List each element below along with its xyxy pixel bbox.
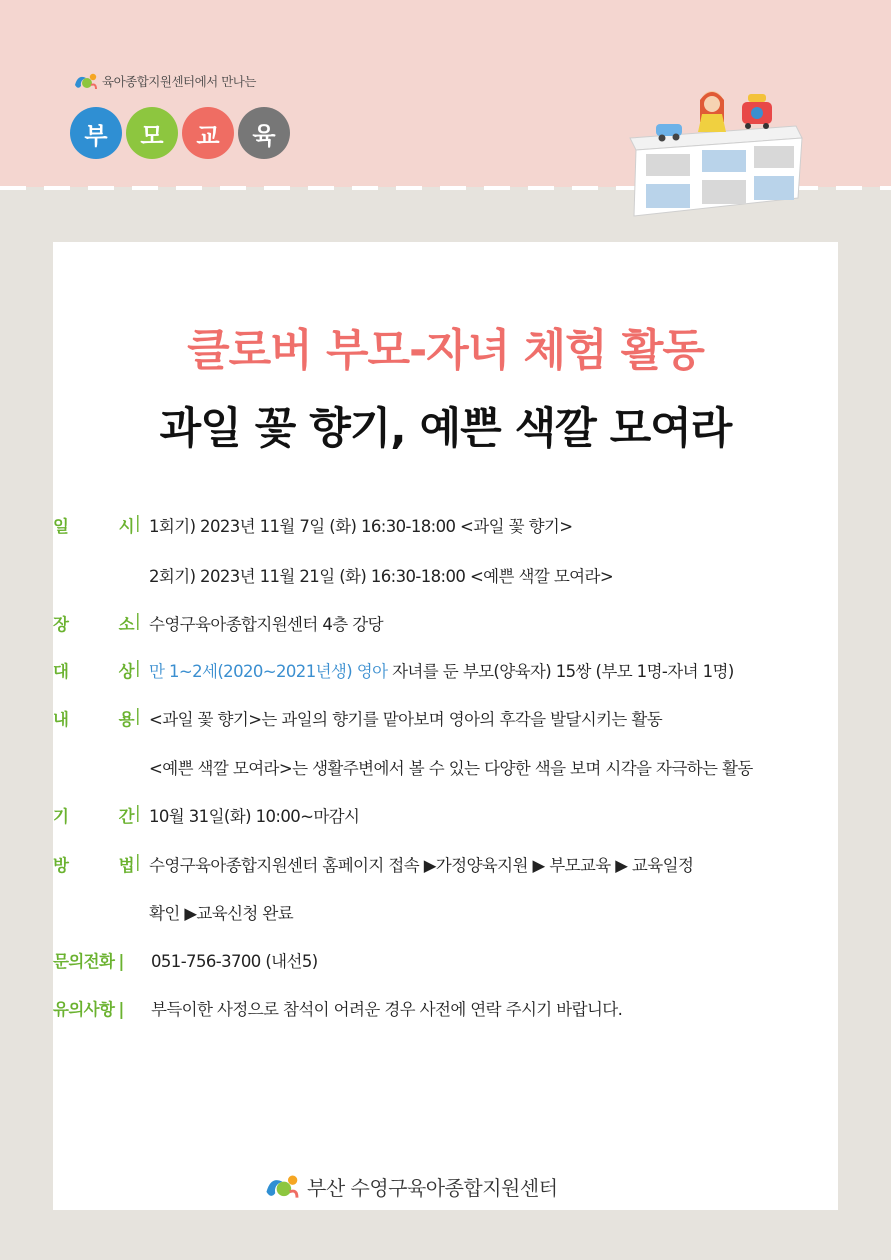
info-card: 클로버 부모-자녀 체험 활동 과일 꽃 향기, 예쁜 색깔 모여라 일 시 | 1회기) 2023년 11월 7일 (화) 16:30-18:00 <과일 꽃 향기> 2회기) 2023년 11월 21일 (화) 16:30-18:00 <예쁜 색깔 모여라> 장 소 | 수영구육아종합지원센터 4층 강당 대 상 | 만 1~2세(2020~2021년생) 영아 자녀를 둔 부모(양육자) 15쌍 (부모 1명-자녀 1명) 내 용 | <과일 꽃 향기>는 과일의 향기를 맡아보며 영아의 후각을 발달시키는 활동 <예쁜 색깔 모여라>는 생활주변에서 볼 수 있는 다양한 색을 보며 시각을 자극하는 활동 기 간 | 10월 31일(화) 10:00~마감시 방 법 | 수영구육아종합지원센터 홈페이지 접속 ▶가정양육지원 ▶ 부모교육 ▶ 교육일정 확인 ▶교육신청 완료 문의전화 | 051-756-3700 (내선5) 유의사항 | 부득이한 사정으로 참석이 어려운 경우 사전에 연락 주시기 바랍니다. 부산 수영구육아종합지원센터 <box>53 242 838 1210</box>
program-badge-4: 육 <box>238 107 290 159</box>
event-subtitle: 과일 꽃 향기, 예쁜 색깔 모여라 <box>159 404 732 454</box>
schedule-line-2: 2회기) 2023년 11월 21일 (화) 16:30-18:00 <예쁜 색깔 모여라> <box>149 567 614 586</box>
label-phone: 문의전화 | <box>53 952 124 971</box>
target-value <box>149 658 734 682</box>
center-logo <box>72 70 256 92</box>
toy-shelf-icon <box>626 80 806 220</box>
center-logo-icon <box>72 70 98 92</box>
footer-org-name: 부산 수영구육아종합지원센터 <box>307 1175 558 1200</box>
event-title: 클로버 부모-자녀 체험 활동 <box>187 325 704 376</box>
content-line-1: <과일 꽃 향기>는 과일의 향기를 맡아보며 영아의 후각을 발달시키는 활동 <box>149 710 663 729</box>
content-line-2: <예쁜 색깔 모여라>는 생활주변에서 볼 수 있는 다양한 색을 보며 시각을 자극하는 활동 <box>149 759 753 778</box>
separator: | <box>135 658 140 677</box>
center-subtitle: 육아종합지원센터에서 만나는 <box>102 74 256 89</box>
separator: | <box>135 852 140 871</box>
separator: | <box>135 803 140 822</box>
center-logo-icon <box>261 1170 301 1202</box>
phone-value: 051-756-3700 (내선5) <box>151 952 318 971</box>
target-rest: 자녀를 둔 부모(양육자) 15쌍 (부모 1명-자녀 1명) <box>387 662 734 681</box>
place-value: 수영구육아종합지원센터 4층 강당 <box>149 615 383 634</box>
method-line-1: 수영구육아종합지원센터 홈페이지 접속 ▶가정양육지원 ▶ 부모교육 ▶ 교육일정 <box>149 856 694 875</box>
footer-logo <box>261 1170 558 1202</box>
schedule-line-1: 1회기) 2023년 11월 7일 (화) 16:30-18:00 <과일 꽃 향기> <box>149 517 573 536</box>
program-badges <box>70 107 294 159</box>
notice-value: 부득이한 사정으로 참석이 어려운 경우 사전에 연락 주시기 바랍니다. <box>151 1000 623 1019</box>
program-badge-2: 모 <box>126 107 178 159</box>
target-age-highlight: 만 1~2세(2020~2021년생) 영아 <box>149 662 388 681</box>
method-line-2: 확인 ▶교육신청 완료 <box>149 904 294 923</box>
separator: | <box>135 513 140 532</box>
program-badge-1: 부 <box>70 107 122 159</box>
period-value: 10월 31일(화) 10:00~마감시 <box>149 807 360 826</box>
label-notice: 유의사항 | <box>53 1000 124 1019</box>
separator: | <box>135 706 140 725</box>
program-badge-3: 교 <box>182 107 234 159</box>
separator: | <box>135 611 140 630</box>
